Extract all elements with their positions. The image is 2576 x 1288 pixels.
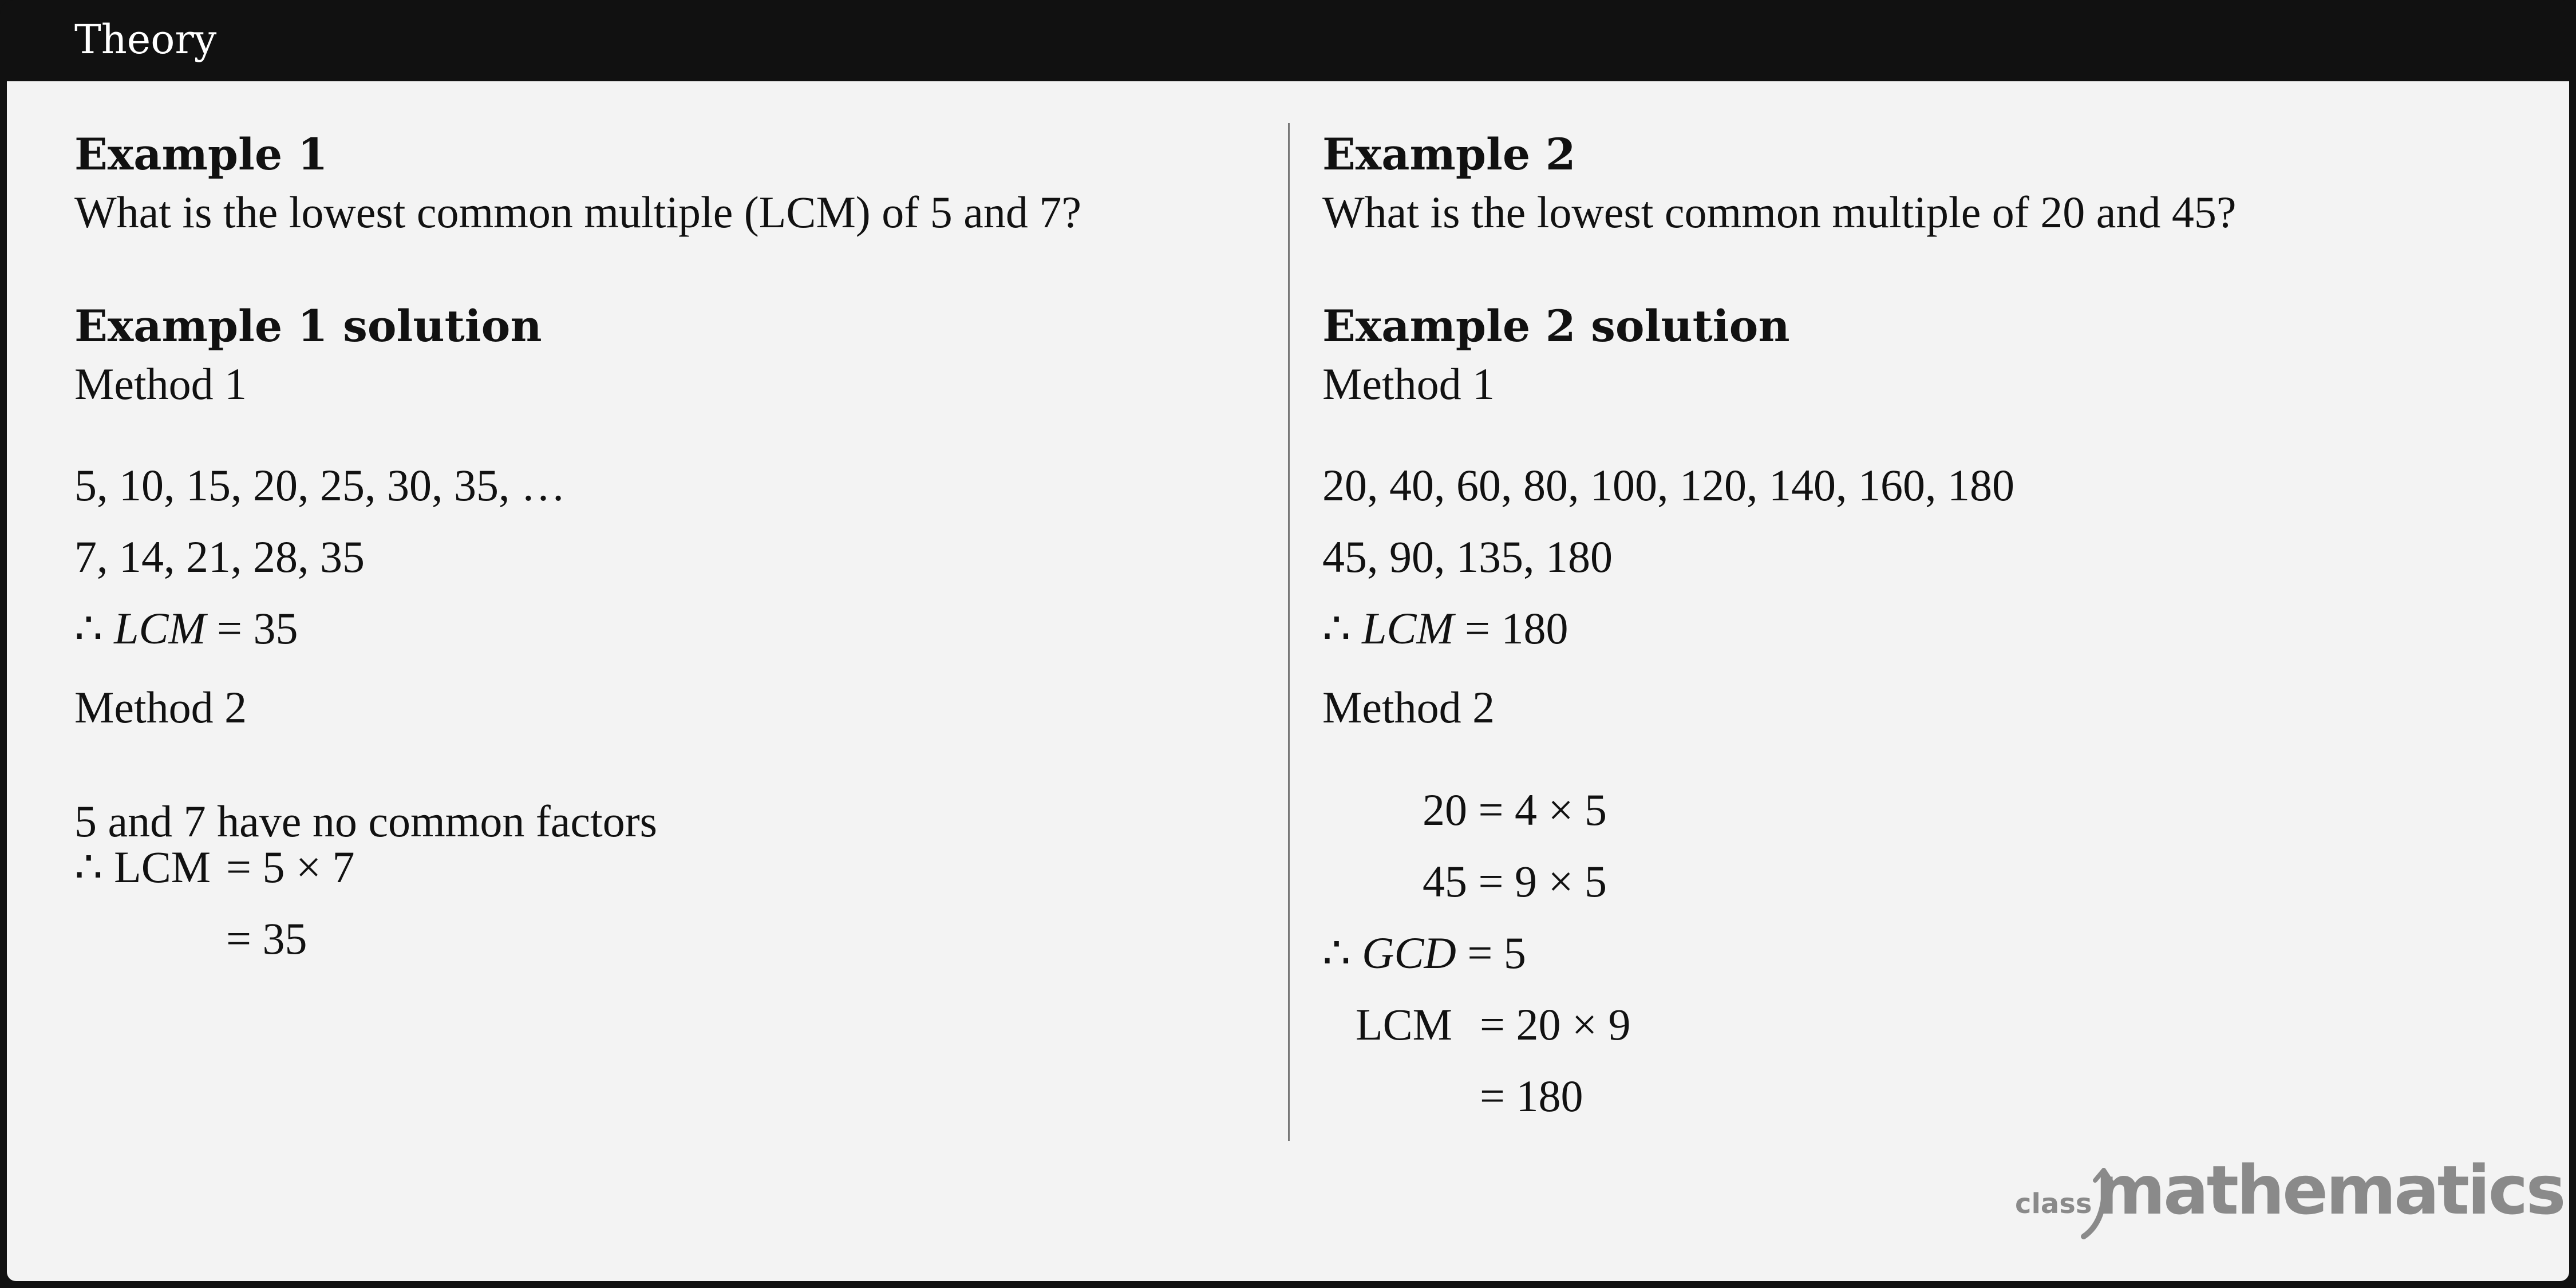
example1-method2-label: Method 2 — [74, 682, 247, 732]
therefore-symbol: ∴ — [1322, 603, 1351, 653]
example1-note: 5 and 7 have no common factors — [74, 796, 658, 846]
example1-lcm-line — [74, 603, 298, 654]
therefore-symbol: ∴ — [1322, 928, 1351, 978]
example2-factor-20: 20 = 4 × 5 — [1423, 785, 1607, 835]
example2-question: What is the lowest common multiple of 20 and 45? — [1322, 187, 2237, 237]
example2-lcm-calc-expr: = 20 × 9 — [1480, 999, 1631, 1049]
example1-heading: Example 1 — [74, 129, 328, 180]
lcm-variable: LCM — [114, 603, 206, 653]
example1-multiples-7: 7, 14, 21, 28, 35 — [74, 532, 365, 582]
header-title: Theory — [74, 16, 217, 63]
logo-name: mathematics — [2095, 1151, 2564, 1230]
example1-solution-heading: Example 1 solution — [74, 301, 542, 351]
example1-question: What is the lowest common multiple (LCM) of 5 and 7? — [74, 187, 1081, 237]
example2-multiples-20: 20, 40, 60, 80, 100, 120, 140, 160, 180 — [1322, 460, 2014, 510]
column-divider — [1288, 123, 1290, 1141]
lcm-result: = 35 — [217, 603, 298, 653]
example1-multiples-5: 5, 10, 15, 20, 25, 30, 35, … — [74, 460, 566, 510]
example2-solution-heading: Example 2 solution — [1322, 301, 1790, 351]
example2-factor-45: 45 = 9 × 5 — [1423, 856, 1607, 906]
example1-lcm-calc-expr: = 5 × 7 — [226, 842, 355, 892]
example1-lcm-calc-label: ∴ LCM — [74, 842, 211, 892]
gcd-result: = 5 — [1467, 928, 1526, 978]
example2-heading: Example 2 — [1322, 129, 1576, 180]
lcm-result: = 180 — [1465, 603, 1568, 653]
card-header — [0, 0, 2576, 80]
logo-prefix: class — [2015, 1188, 2092, 1220]
therefore-symbol: ∴ — [74, 603, 103, 653]
example2-method1-label: Method 1 — [1322, 359, 1495, 409]
example1-lcm-calc-result: = 35 — [226, 914, 307, 963]
class-mathematics-logo — [2004, 1151, 2564, 1236]
gcd-variable: GCD — [1362, 928, 1456, 978]
example1-method1-label: Method 1 — [74, 359, 247, 409]
example2-lcm-calc-result: = 180 — [1480, 1071, 1583, 1121]
example2-multiples-45: 45, 90, 135, 180 — [1322, 532, 1613, 582]
example2-method2-label: Method 2 — [1322, 682, 1495, 732]
example2-lcm-line — [1322, 603, 1568, 654]
example2-lcm-calc-label: LCM — [1356, 999, 1453, 1049]
example2-gcd-line — [1322, 927, 1526, 979]
lcm-variable: LCM — [1362, 603, 1454, 653]
